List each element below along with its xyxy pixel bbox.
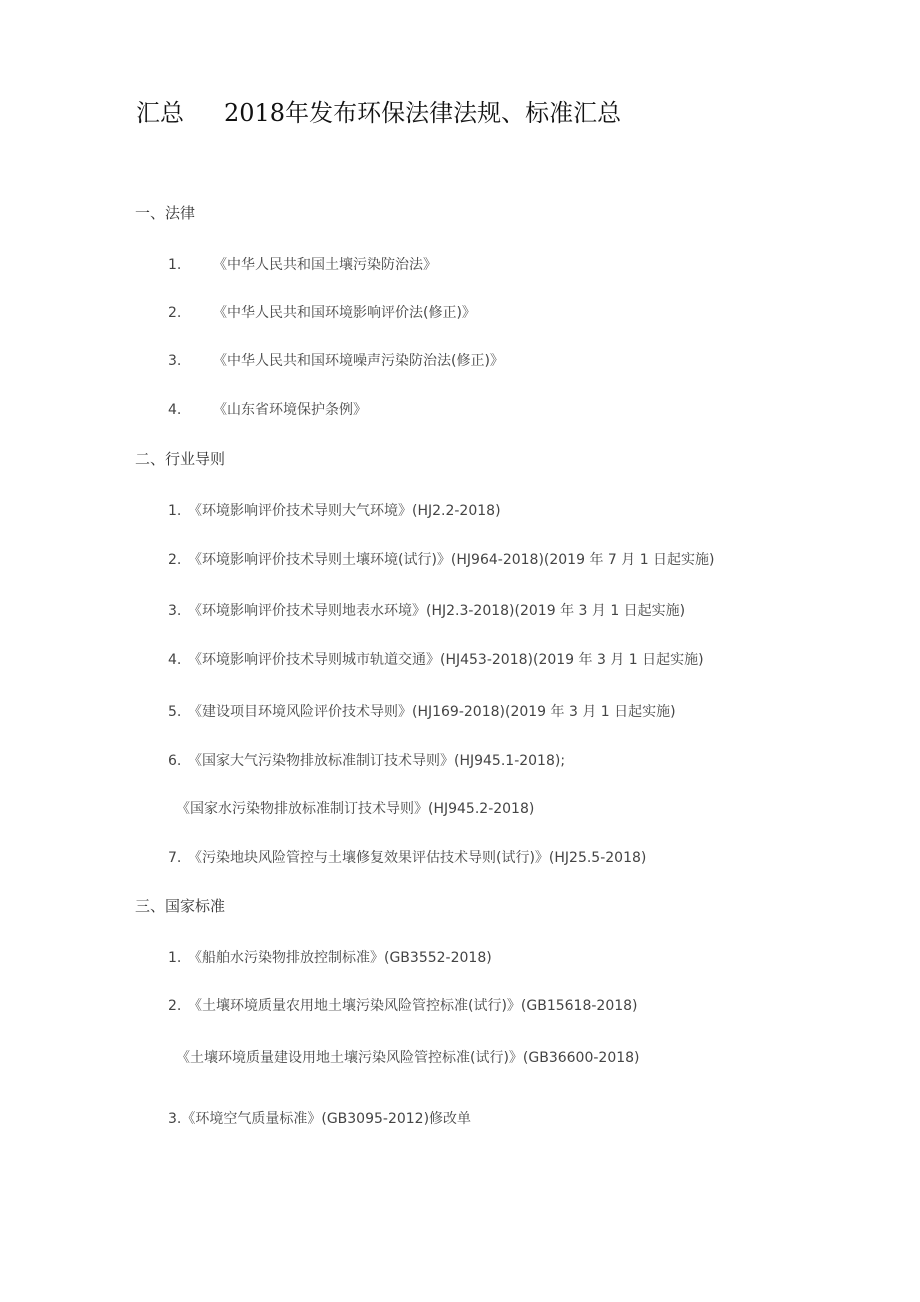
item-number: 1. [168, 257, 182, 273]
list-item [168, 399, 367, 419]
list-item [168, 995, 638, 1015]
item-number: 5. [168, 704, 182, 720]
list-item [168, 549, 715, 569]
section-heading-guidelines: 二、行业导则 [135, 450, 226, 468]
item-number: 6. [168, 753, 182, 769]
item-text: 《国家水污染物排放标准制订技术导则》(HJ945.2-2018) [176, 801, 535, 817]
item-text: 《污染地块风险管控与土壤修复效果评估技术导则(试行)》(HJ25.5-2018) [188, 850, 647, 866]
list-item [168, 847, 646, 867]
list-item [168, 302, 476, 322]
list-item [168, 1108, 471, 1128]
item-number: 2. [168, 998, 182, 1014]
item-text: 《土壤环境质量农用地土壤污染风险管控标准(试行)》(GB15618-2018) [188, 998, 638, 1014]
list-item [168, 600, 685, 620]
list-item-continuation [176, 798, 534, 818]
list-item [168, 254, 437, 274]
item-text: 《环境影响评价技术导则大气环境》(HJ2.2-2018) [188, 503, 501, 519]
item-number: 4. [168, 402, 182, 418]
title-text: 2018年发布环保法律法规、标准汇总 [224, 99, 622, 127]
item-number: 1. [168, 950, 182, 966]
item-text: 《环境影响评价技术导则土壤环境(试行)》(HJ964-2018)(2019 年 7 月 1 日起实施) [188, 552, 715, 568]
item-text: 《中华人民共和国环境噪声污染防治法(修正)》 [213, 353, 504, 369]
list-item [168, 350, 504, 370]
item-number: 7. [168, 850, 182, 866]
title-prefix: 汇总 [136, 99, 184, 127]
list-item [168, 947, 492, 967]
item-number: 2. [168, 552, 182, 568]
item-number: 3. [168, 353, 182, 369]
section-heading-laws: 一、法律 [135, 204, 196, 222]
item-text: 《中华人民共和国环境影响评价法(修正)》 [213, 305, 476, 321]
item-number: 3. [168, 1111, 182, 1127]
list-item [168, 500, 501, 520]
item-text: 《环境影响评价技术导则地表水环境》(HJ2.3-2018)(2019 年 3 月 1 日起实施) [188, 603, 686, 619]
item-text: 《建设项目环境风险评价技术导则》(HJ169-2018)(2019 年 3 月 1 日起实施) [188, 704, 676, 720]
item-text: 《环境影响评价技术导则城市轨道交通》(HJ453-2018)(2019 年 3 月 1 日起实施) [188, 652, 704, 668]
list-item [168, 649, 704, 669]
item-number: 1. [168, 503, 182, 519]
list-item [168, 750, 565, 770]
list-item-continuation [176, 1047, 640, 1067]
document-title [136, 93, 621, 128]
item-text: 《船舶水污染物排放控制标准》(GB3552-2018) [188, 950, 492, 966]
list-item [168, 701, 676, 721]
item-text: 《山东省环境保护条例》 [213, 402, 367, 418]
item-number: 4. [168, 652, 182, 668]
item-text: 《土壤环境质量建设用地土壤污染风险管控标准(试行)》(GB36600-2018) [176, 1050, 640, 1066]
item-number: 3. [168, 603, 182, 619]
item-text: 《中华人民共和国土壤污染防治法》 [213, 257, 437, 273]
item-number: 2. [168, 305, 182, 321]
item-text: 《环境空气质量标准》(GB3095-2012)修改单 [181, 1111, 472, 1127]
section-heading-national-standards: 三、国家标准 [135, 897, 226, 915]
item-text: 《国家大气污染物排放标准制订技术导则》(HJ945.1-2018); [188, 753, 566, 769]
